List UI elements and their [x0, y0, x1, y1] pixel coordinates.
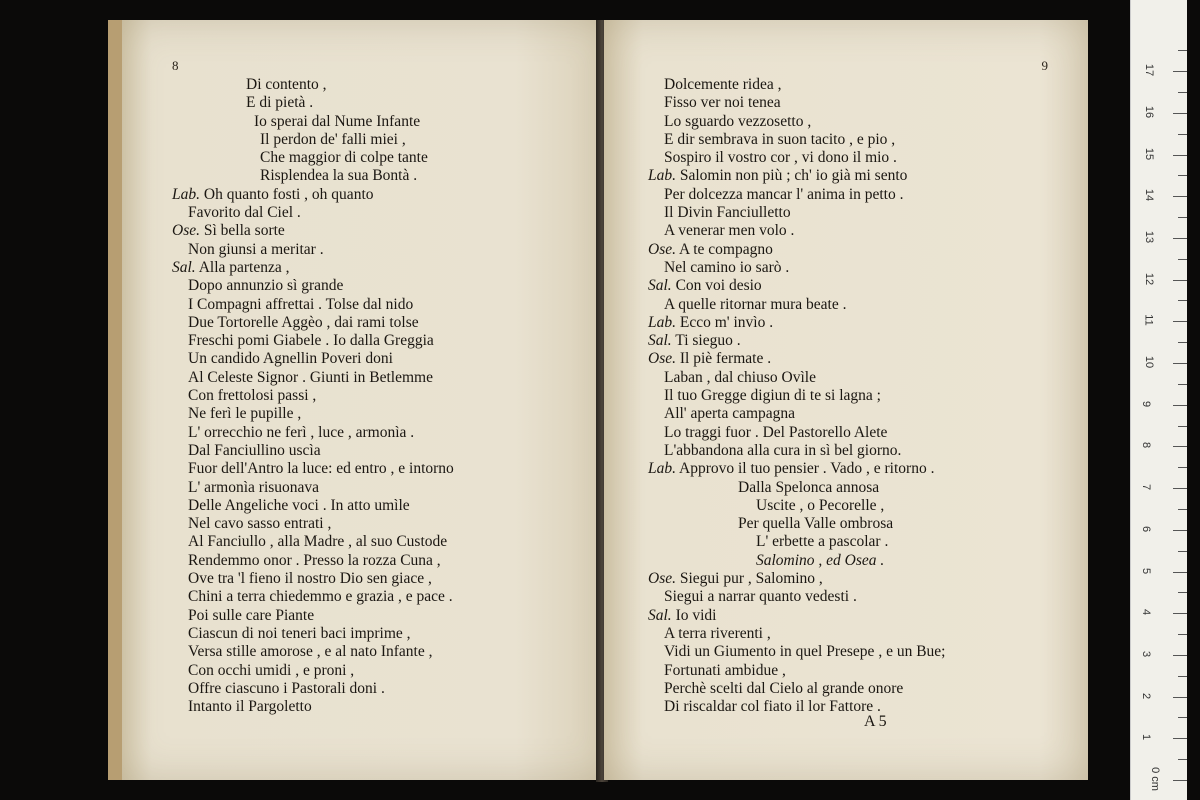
line-text: Offre ciascuno i Pastorali doni . [188, 679, 385, 697]
line-text: Il tuo Gregge digiun di te si lagna ; [664, 387, 881, 405]
speaker-label: Ose. [648, 240, 676, 258]
ruler-tick [1173, 71, 1187, 72]
line-text: Alla partenza , [195, 258, 290, 276]
line-text: A terra riverenti , [664, 624, 771, 642]
speaker-label: Ose. [648, 350, 676, 368]
text-line [648, 259, 945, 277]
text-line [172, 533, 454, 551]
text-line [172, 277, 454, 295]
text-line [648, 625, 945, 643]
line-text: Perchè scelti dal Cielo al grande onore [664, 679, 904, 697]
ruler-number: 4 [1140, 609, 1153, 616]
line-text: L' orrecchio ne ferì , luce , armonìa . [188, 423, 415, 441]
line-text: Vidi un Giumento in quel Presepe , e un Bue; [664, 643, 946, 661]
line-text: Salomino , ed Osea . [756, 551, 885, 569]
text-line [648, 405, 945, 423]
line-text: A venerar men volo . [664, 222, 795, 240]
text-line [648, 460, 945, 478]
text-line [648, 204, 945, 222]
text-line [648, 424, 945, 442]
ruler-number: 2 [1140, 692, 1153, 699]
line-text: Ti sieguo . [671, 332, 741, 350]
text-line [172, 296, 454, 314]
text-line [172, 76, 454, 94]
line-text: Di riscaldar col fiato il lor Fattore . [664, 698, 881, 716]
ruler-number: 9 [1140, 400, 1153, 407]
line-text: Per dolcezza mancar l' anima in petto . [664, 185, 904, 203]
ruler-tick [1173, 572, 1187, 573]
line-text: Oh quanto fosti , oh quanto [200, 185, 374, 203]
line-text: E dir sembrava in suon tacito , e pio , [664, 130, 896, 148]
text-line [648, 314, 945, 332]
line-text: Rendemmo onor . Presso la rozza Cuna , [188, 551, 441, 569]
text-line [648, 662, 945, 680]
text-line [648, 515, 945, 533]
line-text: Con frettolosi passi , [188, 387, 317, 405]
line-text: Un candido Agnellin Poveri doni [188, 350, 393, 368]
line-text: A quelle ritornar mura beate . [664, 295, 847, 313]
text-line [172, 259, 454, 277]
ruler-tick [1173, 488, 1187, 489]
line-text: Poi sulle care Piante [188, 606, 315, 624]
ruler-tick [1173, 280, 1187, 281]
text-line [648, 698, 945, 716]
ruler-tick [1178, 717, 1187, 718]
ruler-tick [1178, 467, 1187, 468]
ruler-tick [1178, 92, 1187, 93]
line-text: E di pietà . [246, 94, 314, 112]
line-text: Nel camino io sarò . [664, 258, 790, 276]
ruler-number: 12 [1143, 272, 1156, 285]
text-line [172, 643, 454, 661]
ruler-tick [1178, 634, 1187, 635]
line-text: Freschi pomi Giabele . Io dalla Greggia [188, 332, 434, 350]
line-text: Favorito dal Ciel . [188, 204, 301, 222]
ruler-tick [1178, 384, 1187, 385]
line-text: I Compagni affrettai . Tolse dal nido [188, 295, 414, 313]
text-line [172, 204, 454, 222]
ruler-tick [1178, 134, 1187, 135]
text-line [172, 314, 454, 332]
ruler-tick [1178, 759, 1187, 760]
text-line [648, 94, 945, 112]
text-line [172, 241, 454, 259]
line-text: Io sperai dal Nume Infante [254, 112, 421, 130]
line-text: Approvo il tuo pensier . Vado , e ritorno . [676, 460, 935, 478]
line-text: Non giunsi a meritar . [188, 240, 324, 258]
ruler-tick [1178, 50, 1187, 51]
text-line [648, 296, 945, 314]
line-text: Ove tra 'l fieno il nostro Dio sen giace , [188, 570, 432, 588]
line-text: Fortunati ambidue , [664, 661, 786, 679]
text-line [172, 662, 454, 680]
right-page [604, 20, 1088, 780]
text-line [172, 460, 454, 478]
text-line [172, 497, 454, 515]
speaker-label: Ose. [172, 222, 200, 240]
line-text: Fuor dell'Antro la luce: ed entro , e intorno [188, 460, 454, 478]
ruler-number: 17 [1143, 63, 1156, 77]
line-text: Il perdon de' falli miei , [260, 130, 406, 148]
text-line [648, 552, 945, 570]
text-line [648, 643, 945, 661]
ruler-tick [1173, 446, 1187, 447]
text-line [172, 625, 454, 643]
ruler-tick [1173, 738, 1187, 739]
line-text: Io vidi [671, 606, 717, 624]
line-text: Uscite , o Pecorelle , [756, 496, 885, 514]
line-text: Delle Angeliche voci . In atto umìle [188, 496, 410, 514]
ruler-tick [1178, 592, 1187, 593]
ruler-tick [1173, 697, 1187, 698]
text-line [648, 222, 945, 240]
open-book [108, 20, 1088, 782]
measuring-ruler [1130, 0, 1187, 800]
line-text: Ne ferì le pupille , [188, 405, 302, 423]
text-line [172, 680, 454, 698]
ruler-number: 13 [1143, 230, 1156, 244]
text-line [172, 350, 454, 368]
line-text: Fisso ver noi tenea [664, 94, 781, 112]
line-text: Per quella Valle ombrosa [738, 515, 894, 533]
line-text: Sì bella sorte [199, 222, 285, 240]
line-text: Dolcemente ridea , [664, 76, 782, 93]
ruler-tick [1178, 426, 1187, 427]
text-line [648, 442, 945, 460]
line-text: Al Fanciullo , alla Madre , al suo Custode [188, 533, 448, 551]
right-page-number: 9 [1041, 58, 1048, 73]
line-text: L'abbandona alla cura in sì bel giorno. [664, 441, 902, 459]
text-line [172, 186, 454, 204]
text-line [172, 588, 454, 606]
line-text: Risplendea la sua Bontà . [260, 167, 418, 185]
text-line [648, 387, 945, 405]
text-line [172, 332, 454, 350]
ruler-tick [1173, 113, 1187, 114]
text-line [648, 167, 945, 185]
left-page-number: 8 [172, 58, 179, 73]
text-line [648, 186, 945, 204]
speaker-label: Lab. [172, 185, 200, 203]
ruler-tick [1178, 676, 1187, 677]
speaker-label: Lab. [648, 167, 676, 185]
left-page-text [172, 76, 454, 716]
line-text: Lo sguardo vezzosetto , [664, 112, 812, 130]
ruler-number: 15 [1143, 147, 1156, 160]
speaker-label: Sal. [648, 277, 672, 295]
ruler-tick [1173, 780, 1187, 781]
speaker-label: Sal. [648, 606, 672, 624]
text-line [648, 479, 945, 497]
ruler-number: 1 [1140, 734, 1153, 741]
ruler-tick [1178, 551, 1187, 552]
text-line [172, 94, 454, 112]
ruler-number: 16 [1143, 105, 1156, 118]
text-line [172, 222, 454, 240]
line-text: Con voi desio [671, 277, 762, 295]
line-text: Laban , dal chiuso Ovìle [664, 368, 816, 386]
text-line [172, 424, 454, 442]
ruler-tick [1178, 342, 1187, 343]
line-text: Nel cavo sasso entrati , [188, 515, 332, 533]
signature-mark: A 5 [864, 713, 887, 730]
line-text: L' armonìa risuonava [188, 478, 320, 496]
ruler-number: 8 [1140, 442, 1153, 449]
text-line [172, 387, 454, 405]
text-line [648, 497, 945, 515]
ruler-tick [1178, 509, 1187, 510]
line-text: All' aperta campagna [664, 405, 796, 423]
text-line [648, 149, 945, 167]
line-text: Di contento , [246, 76, 327, 93]
text-line [648, 332, 945, 350]
ruler-tick [1173, 238, 1187, 239]
ruler-number: 6 [1140, 525, 1153, 532]
ruler-number: 0 cm [1148, 767, 1161, 791]
line-text: Intanto il Pargoletto [188, 698, 312, 716]
line-text: Ecco m' invìo . [676, 313, 774, 331]
line-text: Chini a terra chiedemmo e grazia , e pace . [188, 588, 453, 606]
line-text: Il piè fermate . [675, 350, 772, 368]
text-line [648, 570, 945, 588]
ruler-number: 14 [1143, 189, 1156, 202]
text-line [172, 479, 454, 497]
ruler-number: 5 [1140, 567, 1153, 574]
text-line [648, 369, 945, 387]
ruler-tick [1178, 175, 1187, 176]
text-line [648, 680, 945, 698]
text-line [172, 369, 454, 387]
text-line [172, 570, 454, 588]
text-line [648, 76, 945, 94]
line-text: Dopo annunzio sì grande [188, 277, 344, 295]
line-text: Siegui pur , Salomino , [675, 570, 823, 588]
ruler-number: 10 [1143, 355, 1156, 369]
text-line [172, 515, 454, 533]
text-line [648, 113, 945, 131]
line-text: Al Celeste Signor . Giunti in Betlemme [188, 368, 433, 386]
line-text: Versa stille amorose , e al nato Infante , [188, 643, 433, 661]
line-text: L' erbette a pascolar . [756, 533, 889, 551]
text-line [172, 113, 454, 131]
line-text: Il Divin Fanciulletto [664, 204, 791, 222]
ruler-tick [1178, 300, 1187, 301]
ruler-tick [1173, 321, 1187, 322]
ruler-tick [1173, 530, 1187, 531]
text-line [648, 131, 945, 149]
ruler-number: 3 [1140, 650, 1153, 657]
ruler-number: 11 [1142, 314, 1155, 327]
line-text: Dal Fanciullino uscìa [188, 441, 321, 459]
line-text: Siegui a narrar quanto vedesti . [664, 588, 857, 606]
text-line [172, 698, 454, 716]
line-text: Lo traggi fuor . Del Pastorello Alete [664, 423, 888, 441]
right-page-text [648, 76, 945, 716]
line-text: Due Tortorelle Aggèo , dai rami tolse [188, 313, 419, 331]
line-text: Salomin non più ; ch' io già mi sento [676, 167, 908, 185]
text-line [648, 588, 945, 606]
speaker-label: Sal. [648, 332, 672, 350]
text-line [648, 241, 945, 259]
left-page [108, 20, 614, 780]
text-line [172, 167, 454, 185]
speaker-label: Ose. [648, 570, 676, 588]
ruler-number: 7 [1140, 484, 1153, 491]
ruler-tick [1173, 155, 1187, 156]
text-line [172, 552, 454, 570]
line-text: Con occhi umidi , e proni , [188, 661, 355, 679]
ruler-tick [1173, 363, 1187, 364]
text-line [172, 405, 454, 423]
speaker-label: Lab. [648, 313, 676, 331]
ruler-tick [1178, 259, 1187, 260]
line-text: Che maggior di colpe tante [260, 149, 428, 167]
text-line [648, 350, 945, 368]
ruler-tick [1173, 655, 1187, 656]
line-text: A te compagno [675, 240, 773, 258]
line-text: Sospiro il vostro cor , vi dono il mio . [664, 149, 897, 167]
speaker-label: Lab. [648, 460, 676, 478]
text-line [172, 149, 454, 167]
ruler-tick [1178, 217, 1187, 218]
text-line [172, 131, 454, 149]
line-text: Ciascun di noi teneri baci imprime , [188, 624, 411, 642]
ruler-tick [1173, 405, 1187, 406]
ruler-tick [1173, 196, 1187, 197]
text-line [648, 533, 945, 551]
text-line [648, 277, 945, 295]
ruler-tick [1173, 613, 1187, 614]
speaker-label: Sal. [172, 258, 196, 276]
text-line [172, 442, 454, 460]
text-line [172, 607, 454, 625]
line-text: Dalla Spelonca annosa [738, 478, 880, 496]
text-line [648, 607, 945, 625]
